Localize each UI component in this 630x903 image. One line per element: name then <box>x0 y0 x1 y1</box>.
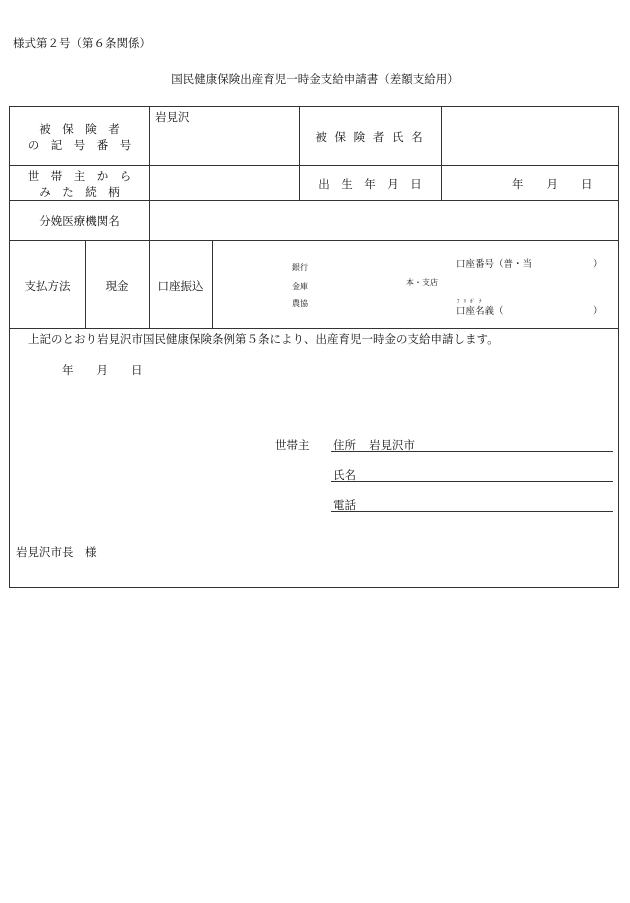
application-date[interactable]: 年 月 日 <box>62 363 143 377</box>
relation-label-line1: 世 帯 主 か ら <box>27 169 132 183</box>
payment-method-label: 支払方法 <box>24 279 71 293</box>
application-form-table <box>9 106 619 588</box>
address-label: 住所 <box>333 438 356 452</box>
name-underline[interactable] <box>331 481 613 482</box>
insured-symbol-label-line2: の 記 号 番 号 <box>27 138 132 152</box>
facility-field[interactable] <box>150 201 618 239</box>
birth-date-label: 出 生 年 月 日 <box>318 177 422 191</box>
form-number: 様式第２号（第６条関係） <box>13 36 151 50</box>
declaration-text: 上記のとおり岩見沢市国民健康保険条例第５条により、出産育児一時金の支給申請します。 <box>28 332 499 346</box>
nokyo-option: 農協 <box>292 299 308 308</box>
relation-label-line2: み た 続 柄 <box>39 185 120 199</box>
bank-transfer-option[interactable]: 口座振込 <box>157 279 204 293</box>
householder-label: 世帯主 <box>275 438 310 452</box>
account-number-close: ） <box>593 259 603 270</box>
phone-underline[interactable] <box>331 511 613 512</box>
birth-date-field[interactable]: 年 月 日 <box>512 177 593 191</box>
insured-name-label: 被 保 険 者 氏 名 <box>315 130 425 144</box>
column-divider <box>212 240 213 328</box>
facility-label: 分娩医療機関名 <box>39 214 120 228</box>
insured-name-field[interactable] <box>442 108 618 164</box>
phone-label: 電話 <box>333 498 356 512</box>
insured-symbol-label-line1: 被 保 険 者 <box>39 122 120 136</box>
address-value[interactable]: 岩見沢市 <box>369 438 415 452</box>
account-holder-label: 口座名義（ <box>456 306 504 317</box>
row-divider <box>10 240 618 241</box>
account-holder-ruby: ﾌﾘｶﾞﾅ <box>457 299 486 305</box>
row-divider <box>10 165 618 166</box>
account-number-label: 口座番号（普・当 <box>456 259 533 270</box>
bank-option: 銀行 <box>292 263 308 272</box>
row-divider <box>10 328 618 329</box>
account-holder-close: ） <box>593 306 603 317</box>
cash-option[interactable]: 現金 <box>105 279 129 293</box>
address-underline <box>331 451 613 452</box>
shinkin-option: 金庫 <box>292 282 308 291</box>
addressee: 岩見沢市長 様 <box>16 545 97 559</box>
relation-field[interactable] <box>150 166 298 199</box>
branch-label: 本・支店 <box>406 278 438 287</box>
insured-symbol-value[interactable]: 岩見沢 <box>155 110 190 124</box>
form-title: 国民健康保険出産育児一時金支給申請書（差額支給用） <box>171 72 459 86</box>
name-label: 氏名 <box>333 468 356 482</box>
